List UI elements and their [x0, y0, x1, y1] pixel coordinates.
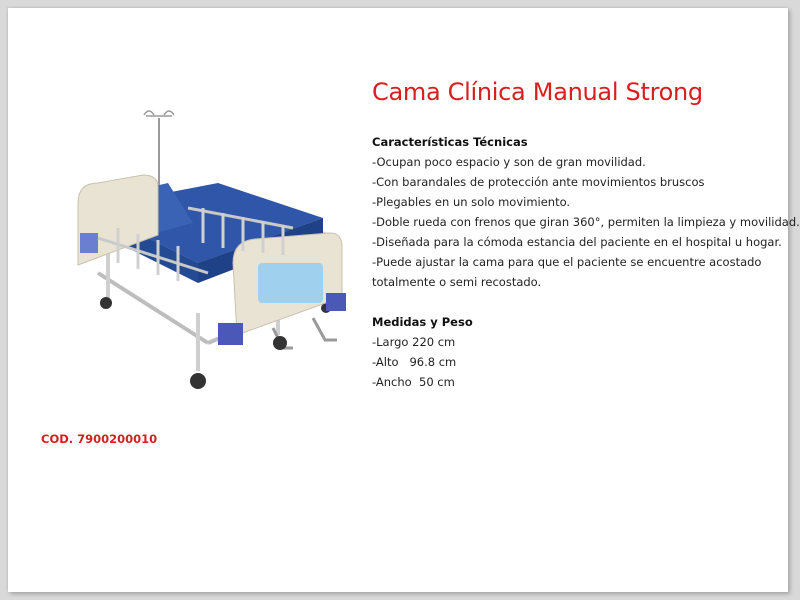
dimensions-heading: Medidas y Peso	[372, 315, 473, 329]
feature-item: -Doble rueda con frenos que giran 360°, permiten la limpieza y movilidad.	[372, 215, 800, 229]
feature-item: -Ocupan poco espacio y son de gran movilidad.	[372, 155, 646, 169]
hospital-bed-image	[58, 103, 358, 403]
dimension-item: -Alto 96.8 cm	[372, 355, 457, 369]
features-heading: Características Técnicas	[372, 135, 528, 149]
product-code: COD. 7900200010	[41, 432, 158, 446]
dimension-item: -Ancho 50 cm	[372, 375, 455, 389]
feature-item: -Con barandales de protección ante movimientos bruscos	[372, 175, 705, 189]
product-title: Cama Clínica Manual Strong	[372, 78, 703, 106]
feature-item: -Puede ajustar la cama para que el paciente se encuentre acostado totalmente o semi recostado.	[372, 255, 762, 289]
dimension-item: -Largo 220 cm	[372, 335, 456, 349]
feature-item: -Diseñada para la cómoda estancia del paciente en el hospital u hogar.	[372, 235, 782, 249]
product-sheet	[8, 8, 800, 592]
feature-item: -Plegables en un solo movimiento.	[372, 195, 571, 209]
product-specs	[372, 132, 800, 392]
spacer	[372, 292, 782, 312]
